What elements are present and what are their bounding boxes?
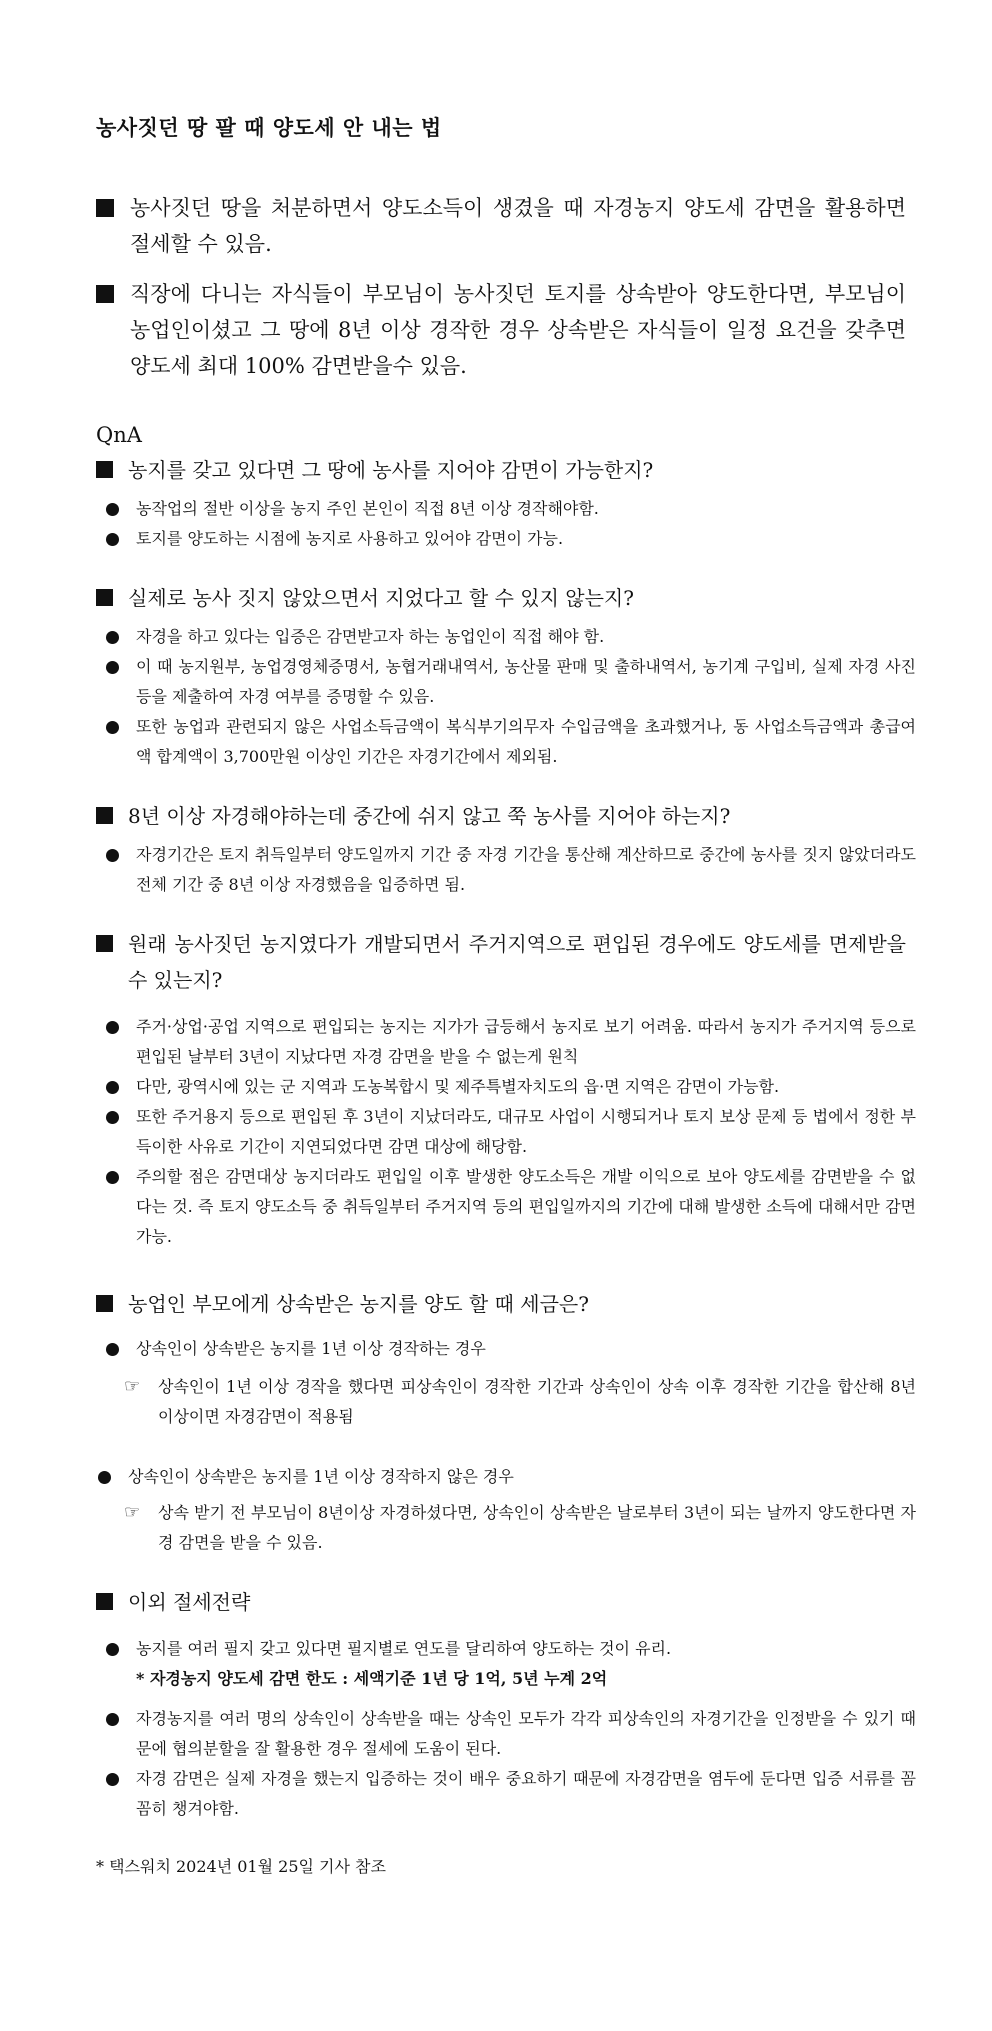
list-item-text: 또한 농업과 관련되지 않은 사업소득금액이 복식부기의무자 수입금액을 초과했거나, 동 사업소득금액과 총급여액 합계액이 3,700만원 이상인 기간은 자경기간에서 제외됨. xyxy=(136,717,916,766)
pointing-hand-icon: ☞ xyxy=(124,1376,141,1397)
list-item-text: 토지를 양도하는 시점에 농지로 사용하고 있어야 감면이 가능. xyxy=(136,529,564,548)
list-item xyxy=(104,524,916,554)
square-bullet-icon xyxy=(96,1593,113,1610)
list-item-text: 자경 감면은 실제 자경을 했는지 입증하는 것이 배우 중요하기 때문에 자경감면을 염두에 둔다면 입증 서류를 꼼꼼히 챙겨야함. xyxy=(136,1769,916,1818)
section-heading-text: 농지를 갖고 있다면 그 땅에 농사를 지어야 감면이 가능한지? xyxy=(128,458,654,482)
list-item xyxy=(104,1012,916,1072)
intro-point-2 xyxy=(96,276,906,384)
bullet-dot-icon xyxy=(106,661,119,674)
list-item xyxy=(104,1334,916,1364)
list-item xyxy=(96,1462,916,1492)
page-title: 농사짓던 땅 팔 때 양도세 안 내는 법 xyxy=(96,115,442,140)
list-item-text: 자경기간은 토지 취득일부터 양도일까지 기간 중 자경 기간을 통산해 계산하므로 중간에 농사를 짓지 않았더라도 전체 기간 중 8년 이상 자경했음을 입증하면 됨. xyxy=(136,845,916,894)
square-bullet-icon xyxy=(96,285,114,303)
list-item-text: 농작업의 절반 이상을 농지 주인 본인이 직접 8년 이상 경작해야함. xyxy=(136,499,599,518)
bullet-dot-icon xyxy=(106,1081,119,1094)
intro-text-2: 직장에 다니는 자식들이 부모님이 농사짓던 토지를 상속받아 양도한다면, 부모님이 농업인이셨고 그 땅에 8년 이상 경작한 경우 상속받은 자식들이 일정 요건을 갖추면 양도세 최대 100% 감면받을수 있음. xyxy=(130,282,906,378)
section-heading-6 xyxy=(96,1584,906,1620)
list-item-text: 이 때 농지원부, 농업경영체증명서, 농협거래내역서, 농산물 판매 및 출하내역서, 농기계 구입비, 실제 자경 사진 등을 제출하여 자경 여부를 증명할 수 있음. xyxy=(136,657,916,706)
bullet-dot-icon xyxy=(106,1713,119,1726)
list-item xyxy=(104,712,916,772)
section-heading-text: 이외 절세전략 xyxy=(128,1590,251,1614)
list-item xyxy=(104,1102,916,1162)
note-item xyxy=(110,1372,916,1432)
list-item xyxy=(104,840,916,900)
list-item-text: 상속인이 상속받은 농지를 1년 이상 경작하는 경우 xyxy=(136,1339,486,1358)
note-text: 상속 받기 전 부모님이 8년이상 자경하셨다면, 상속인이 상속받은 날로부터 3년이 되는 날까지 양도한다면 자경 감면을 받을 수 있음. xyxy=(158,1503,916,1552)
bullet-dot-icon xyxy=(106,849,119,862)
list-item xyxy=(104,1162,916,1252)
list-item-text: 상속인이 상속받은 농지를 1년 이상 경작하지 않은 경우 xyxy=(128,1467,514,1486)
list-item-text: 다만, 광역시에 있는 군 지역과 도농복합시 및 제주특별자치도의 읍·면 지역은 감면이 가능함. xyxy=(136,1077,780,1096)
square-bullet-icon xyxy=(96,199,114,217)
bullet-dot-icon xyxy=(106,1021,119,1034)
square-bullet-icon xyxy=(96,1295,113,1312)
note-text: 상속인이 1년 이상 경작을 했다면 피상속인이 경작한 기간과 상속인이 상속 이후 경작한 기간을 합산해 8년 이상이면 자경감면이 적용됨 xyxy=(158,1377,916,1426)
list-item-text: 주의할 점은 감면대상 농지더라도 편입일 이후 발생한 양도소득은 개발 이익으로 보아 양도세를 감면받을 수 없다는 것. 즉 토지 양도소득 중 취득일부터 주거지역 등의 편입일까지의 기간에 대해 발생한 소득에 대해서만 감면 가능. xyxy=(136,1167,916,1246)
square-bullet-icon xyxy=(96,807,113,824)
pointing-hand-icon: ☞ xyxy=(124,1502,141,1523)
bullet-dot-icon xyxy=(106,1643,119,1656)
section-heading-text: 8년 이상 자경해야하는데 중간에 쉬지 않고 쭉 농사를 지어야 하는지? xyxy=(128,804,731,828)
bullet-dot-icon xyxy=(106,1111,119,1124)
bullet-dot-icon xyxy=(106,631,119,644)
square-bullet-icon xyxy=(96,589,113,606)
list-item-text: 자경농지를 여러 명의 상속인이 상속받을 때는 상속인 모두가 각각 피상속인의 자경기간을 인정받을 수 있기 때문에 협의분할을 잘 활용한 경우 절세에 도움이 된다. xyxy=(136,1709,916,1758)
bullet-dot-icon xyxy=(98,1471,111,1484)
list-item xyxy=(104,622,916,652)
square-bullet-icon xyxy=(96,935,113,952)
bullet-dot-icon xyxy=(106,721,119,734)
list-item xyxy=(104,652,916,712)
list-item xyxy=(104,1764,916,1824)
list-item xyxy=(104,494,916,524)
square-bullet-icon xyxy=(96,461,113,478)
bullet-dot-icon xyxy=(106,1773,119,1786)
list-item-text: 농지를 여러 필지 갖고 있다면 필지별로 연도를 달리하여 양도하는 것이 유리. xyxy=(136,1639,672,1658)
section-heading-2 xyxy=(96,580,906,616)
list-item-text: 주거·상업·공업 지역으로 편입되는 농지는 지가가 급등해서 농지로 보기 어려움. 따라서 농지가 주거지역 등으로 편입된 날부터 3년이 지났다면 자경 감면을 받을 수 없는게 원칙 xyxy=(136,1017,916,1066)
intro-text-1: 농사짓던 땅을 처분하면서 양도소득이 생겼을 때 자경농지 양도세 감면을 활용하면 절세할 수 있음. xyxy=(130,196,906,256)
section-heading-text: 실제로 농사 짓지 않았으면서 지었다고 할 수 있지 않는지? xyxy=(128,586,634,610)
list-item-text: 또한 주거용지 등으로 편입된 후 3년이 지났더라도, 대규모 사업이 시행되거나 토지 보상 문제 등 법에서 정한 부득이한 사유로 기간이 지연되었다면 감면 대상에 해당함. xyxy=(136,1107,916,1156)
section-heading-text: 농업인 부모에게 상속받은 농지를 양도 할 때 세금은? xyxy=(128,1292,589,1316)
list-item-text: 자경을 하고 있다는 입증은 감면받고자 하는 농업인이 직접 해야 함. xyxy=(136,627,605,646)
list-item xyxy=(104,1072,916,1102)
list-item xyxy=(104,1704,916,1764)
qna-label: QnA xyxy=(96,423,142,447)
bullet-dot-icon xyxy=(106,1171,119,1184)
section-heading-4 xyxy=(96,926,906,998)
bullet-dot-icon xyxy=(106,1343,119,1356)
section-heading-1 xyxy=(96,452,906,488)
document xyxy=(96,112,916,1882)
bullet-dot-icon xyxy=(106,503,119,516)
bullet-dot-icon xyxy=(106,533,119,546)
section-heading-3 xyxy=(96,798,906,834)
source-footnote: * 택스워치 2024년 01월 25일 기사 참조 xyxy=(96,1857,386,1876)
section-heading-text: 원래 농사짓던 농지였다가 개발되면서 주거지역으로 편입된 경우에도 양도세를 면제받을 수 있는지? xyxy=(128,932,906,992)
note-item xyxy=(110,1498,916,1558)
deduction-limit-note: * 자경농지 양도세 감면 한도 : 세액기준 1년 당 1억, 5년 누계 2억 xyxy=(136,1669,608,1688)
section-heading-5 xyxy=(96,1286,906,1322)
list-item xyxy=(104,1634,916,1664)
intro-point-1 xyxy=(96,190,906,262)
